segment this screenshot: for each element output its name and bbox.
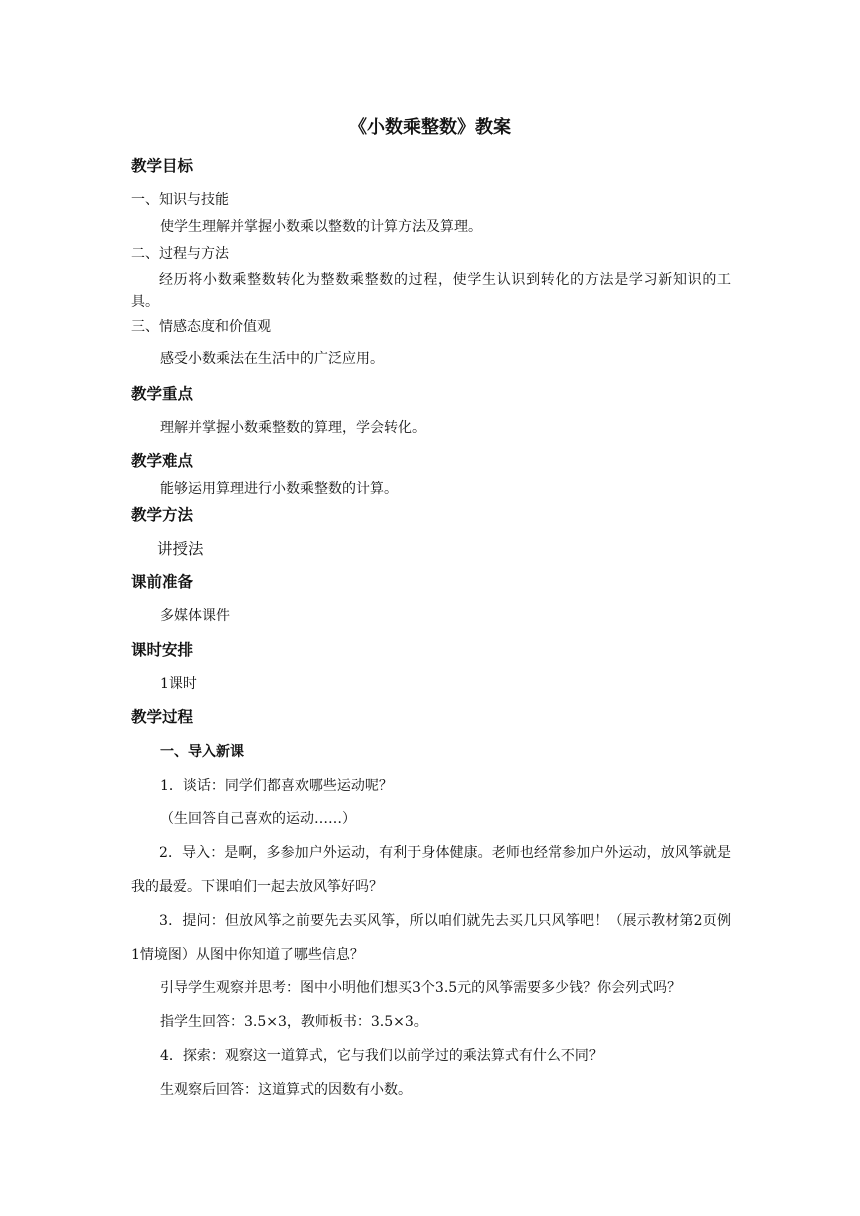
- goal-item-process-label: 二、过程与方法: [131, 246, 229, 262]
- process-paragraph-4: 3．提问：但放风筝之前要先去买风筝，所以咱们就先去买几只风筝吧！（展示教材第2页例1情境图）从图中你知道了哪些信息？: [131, 913, 731, 963]
- schedule-text: 1课时: [160, 676, 197, 692]
- process-paragraph-8: 生观察后回答：这道算式的因数有小数。: [160, 1082, 412, 1098]
- heading-difficulties: 教学难点: [131, 452, 194, 470]
- methods-text: 讲授法: [157, 540, 204, 558]
- process-paragraph-1: 1．谈话：同学们都喜欢哪些运动呢？: [160, 778, 393, 794]
- heading-preparation: 课前准备: [131, 573, 194, 591]
- key-points-text: 理解并掌握小数乘整数的算理，学会转化。: [160, 420, 426, 436]
- process-paragraph-2: （生回答自己喜欢的运动……）: [160, 811, 356, 827]
- goal-item-process-text: 经历将小数乘整数转化为整数乘整数的过程，使学生认识到转化的方法是学习新知识的工具。: [131, 272, 731, 310]
- process-paragraph-3: 2．导入：是啊，多参加户外运动，有利于身体健康。老师也经常参加户外运动，放风筝就是我的最爱。下课咱们一起去放风筝好吗？: [131, 845, 731, 895]
- difficulties-text: 能够运用算理进行小数乘整数的计算。: [160, 481, 398, 497]
- preparation-text: 多媒体课件: [160, 608, 230, 624]
- goal-item-knowledge-label: 一、知识与技能: [131, 192, 229, 208]
- goal-item-knowledge-text: 使学生理解并掌握小数乘以整数的计算方法及算理。: [160, 219, 482, 235]
- process-paragraph-7: 4．探索：观察这一道算式，它与我们以前学过的乘法算式有什么不同？: [160, 1048, 603, 1064]
- process-subheading-intro: 一、导入新课: [160, 744, 244, 760]
- goal-item-attitude-text: 感受小数乘法在生活中的广泛应用。: [160, 351, 384, 367]
- process-paragraph-6: 指学生回答：3.5×3，教师板书：3.5×3。: [160, 1014, 428, 1030]
- heading-process: 教学过程: [131, 708, 194, 726]
- goal-item-attitude-label: 三、情感态度和价值观: [131, 319, 271, 335]
- heading-teaching-goals: 教学目标: [131, 157, 194, 175]
- heading-schedule: 课时安排: [131, 641, 194, 659]
- heading-key-points: 教学重点: [131, 385, 194, 403]
- document-title: 《小数乘整数》教案: [349, 117, 511, 138]
- heading-methods: 教学方法: [131, 506, 194, 524]
- process-paragraph-5: 引导学生观察并思考：图中小明他们想买3个3.5元的风筝需要多少钱？你会列式吗？: [160, 980, 682, 996]
